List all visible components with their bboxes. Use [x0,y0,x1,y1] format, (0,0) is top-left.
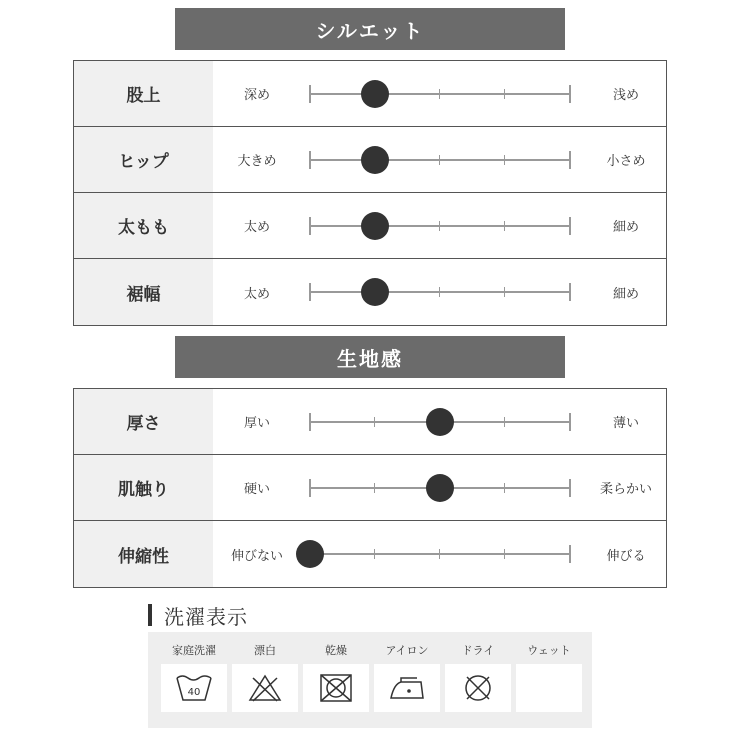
wash-item-dry-clean [445,632,511,728]
wash-item-label: 乾燥 [325,644,347,657]
scale-tick [569,413,571,431]
scale-tick [309,479,311,497]
scale-right-label: 薄い [612,416,639,431]
section-title-texture: 生地感 [337,346,403,371]
wash-item-home-wash [161,632,227,728]
row-label: 肌触り [74,455,213,520]
table-row [74,389,666,455]
scale-right-label: 浅め [612,88,639,103]
scale-marker [361,212,389,240]
title-bar [148,604,152,626]
silhouette-table [73,60,667,326]
scale-right-label: 柔らかい [599,482,652,497]
table-row [74,259,666,325]
scale-left-label: 厚い [243,416,270,431]
scale-line [309,225,571,227]
scale-tick [569,479,571,497]
scale-marker [426,408,454,436]
scale-marker [361,80,389,108]
scale-right-label: 小さめ [606,154,646,169]
scale-left-label: 硬い [243,482,270,497]
scale-tick [439,221,440,231]
scale-tick [374,549,375,559]
scale-tick [504,483,505,493]
scale-right-label: 細め [612,286,639,302]
scale-tick [504,287,505,297]
scale-tick [309,413,311,431]
row-label: ヒップ [74,127,213,192]
scale-tick [309,151,311,169]
wash-item-label: ドライ [461,644,495,657]
table-row [74,521,666,587]
washing-title-text: 洗濯表示 [164,604,248,629]
scale-tick [439,155,440,165]
rating-scale [309,521,571,587]
no-dry-clean-icon [445,664,511,712]
scale-left-label: 大きめ [237,154,277,169]
wash-item-bleach [232,632,298,728]
wash-item-label: ウェット [527,644,571,657]
scale-tick [504,155,505,165]
no-bleach-icon [232,664,298,712]
table-row [74,193,666,259]
scale-tick [309,217,311,235]
row-label: 股上 [74,61,213,126]
scale-tick [504,417,505,427]
rating-scale [309,61,571,126]
section-title-silhouette: シルエット [315,18,425,43]
wash-item-wet [516,632,582,728]
scale-tick [569,545,571,563]
wash-item-dry [303,632,369,728]
scale-right-label: 伸びる [606,548,646,564]
row-label: 太もも [74,193,213,258]
scale-tick [374,417,375,427]
scale-left-label: 伸びない [230,548,283,564]
row-label: 厚さ [74,389,213,454]
scale-tick [569,151,571,169]
scale-line [309,93,571,95]
rating-scale [309,389,571,454]
scale-marker [361,278,389,306]
scale-tick [439,287,440,297]
scale-tick [309,283,311,301]
wash-item-label: 漂白 [254,644,276,657]
scale-tick [439,89,440,99]
scale-tick [309,85,311,103]
wash-item-iron [374,632,440,728]
row-label: 裾幅 [74,259,213,325]
rating-scale [309,193,571,258]
table-row [74,127,666,193]
scale-right-label: 細め [612,220,639,235]
scale-marker [426,474,454,502]
scale-tick [374,483,375,493]
texture-table [73,388,667,588]
scale-tick [504,89,505,99]
scale-line [309,159,571,161]
washing-title [148,602,248,628]
table-row [74,455,666,521]
scale-marker [361,146,389,174]
scale-tick [569,85,571,103]
rating-scale [309,259,571,325]
scale-line [309,291,571,293]
row-label: 伸縮性 [74,521,213,587]
scale-tick [569,283,571,301]
rating-scale [309,127,571,192]
iron-icon [374,664,440,712]
no-tumble-dry-icon [303,664,369,712]
wash-tub-40-icon [161,664,227,712]
wet-clean-empty-box [516,664,582,712]
scale-line [309,553,571,555]
rating-scale [309,455,571,520]
scale-tick [439,549,440,559]
scale-tick [569,217,571,235]
scale-marker [296,540,324,568]
table-row [74,61,666,127]
washing-panel [148,632,592,728]
wash-item-label: 家庭洗濯 [172,644,216,657]
section-header-texture [175,336,565,378]
wash-item-label: アイロン [385,644,429,657]
scale-tick [504,549,505,559]
scale-left-label: 太め [243,286,270,302]
section-header-silhouette [175,8,565,50]
svg-text:40: 40 [187,687,201,698]
scale-left-label: 深め [243,88,270,103]
scale-tick [504,221,505,231]
scale-left-label: 太め [243,220,270,235]
